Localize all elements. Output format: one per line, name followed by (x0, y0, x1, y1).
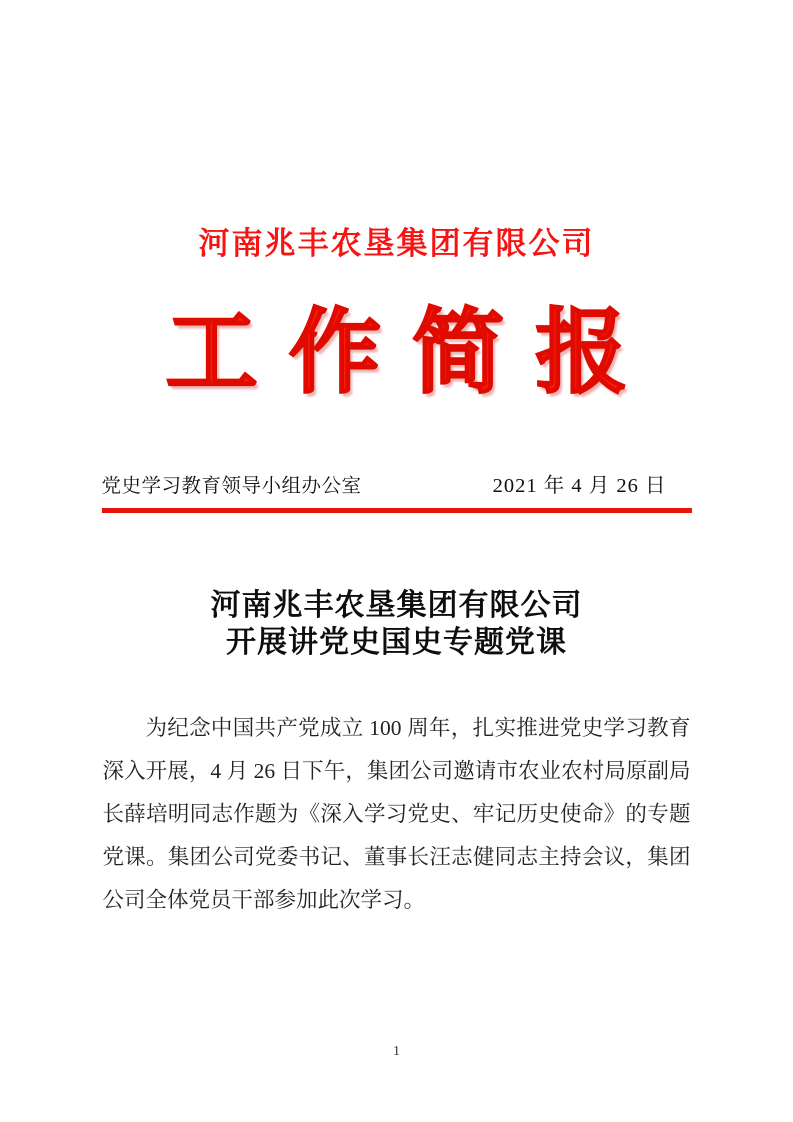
article-body-paragraph: 为纪念中国共产党成立 100 周年，扎实推进党史学习教育深入开展，4 月 26 日下午，集团公司邀请市农业农村局原副局长薛培明同志作题为《深入学习党史、牢记历史使命》的专题党课。集团公司党委书记、董事长汪志健同志主持会议，集团公司全体党员干部参加此次学习。 (102, 715, 691, 912)
issue-info-row (102, 468, 692, 498)
article-title-line-2: 开展讲党史国史专题党课 (226, 625, 567, 659)
org-title: 河南兆丰农垦集团有限公司 (198, 226, 595, 261)
article-title-line-1: 河南兆丰农垦集团有限公司 (210, 588, 583, 622)
page-footer (0, 1042, 793, 1060)
article (0, 587, 793, 922)
issuing-office-label: 党史学习教育领导小组办公室 (101, 475, 362, 497)
page-number: 1 (393, 1044, 400, 1059)
bulletin-masthead-title: 工作简报 (165, 302, 659, 405)
red-divider-rule (102, 508, 692, 513)
issue-date: 2021 年 4 月 26 日 (492, 474, 667, 497)
article-title (0, 587, 793, 661)
